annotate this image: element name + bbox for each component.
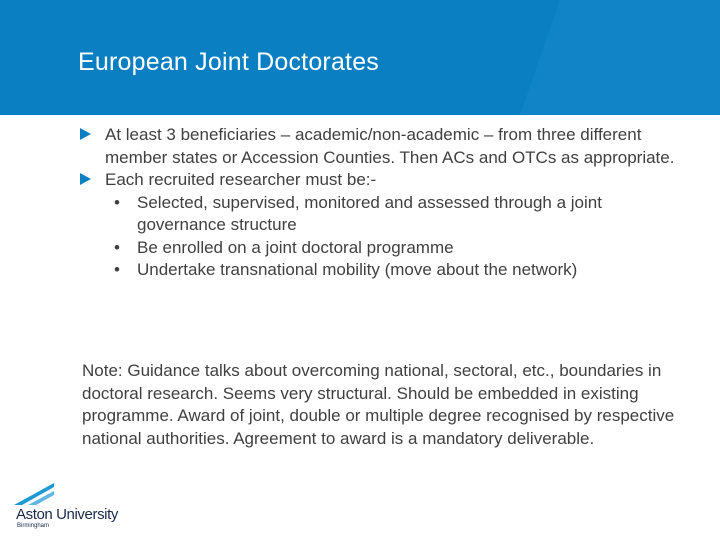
logo-mark-icon bbox=[14, 483, 54, 505]
logo-tagline: Birmingham bbox=[17, 523, 50, 529]
bullet-text: Each recruited researcher must be:- bbox=[105, 170, 377, 189]
sub-bullet-item bbox=[80, 192, 680, 237]
bullet-item bbox=[80, 169, 680, 192]
sub-bullet-dot: • bbox=[114, 237, 120, 257]
sub-bullet-text: Selected, supervised, monitored and assessed through a joint governance structure bbox=[137, 192, 602, 234]
bullet-item bbox=[80, 124, 680, 169]
sub-bullet-text: Be enrolled on a joint doctoral programme bbox=[137, 237, 454, 257]
bullet-arrow-icon bbox=[80, 128, 91, 140]
slide-title: European Joint Doctorates bbox=[78, 48, 380, 76]
bullet-text: At least 3 beneficiaries – academic/non-academic – from three different member states or Accession Counties. Then ACs and OTCs as appropriate. bbox=[105, 125, 675, 167]
logo-name: Aston University bbox=[16, 506, 118, 523]
sub-bullet-item bbox=[80, 259, 680, 282]
bullet-arrow-icon bbox=[80, 173, 91, 185]
sub-bullet-dot: • bbox=[114, 260, 120, 279]
sub-bullet-dot: • bbox=[114, 192, 120, 212]
note-paragraph: Note: Guidance talks about overcoming national, sectoral, etc., boundaries in doctoral research. Seems very structural. Should be embedded in existing programme. Award of joint, double or multiple degree recognised by respective national authorities. Agreement to award is a mandatory deliverable. bbox=[82, 361, 675, 448]
sub-bullet-text: Undertake transnational mobility (move about the network) bbox=[137, 260, 578, 279]
bullet-list bbox=[80, 124, 680, 282]
sub-bullet-item bbox=[80, 237, 680, 260]
